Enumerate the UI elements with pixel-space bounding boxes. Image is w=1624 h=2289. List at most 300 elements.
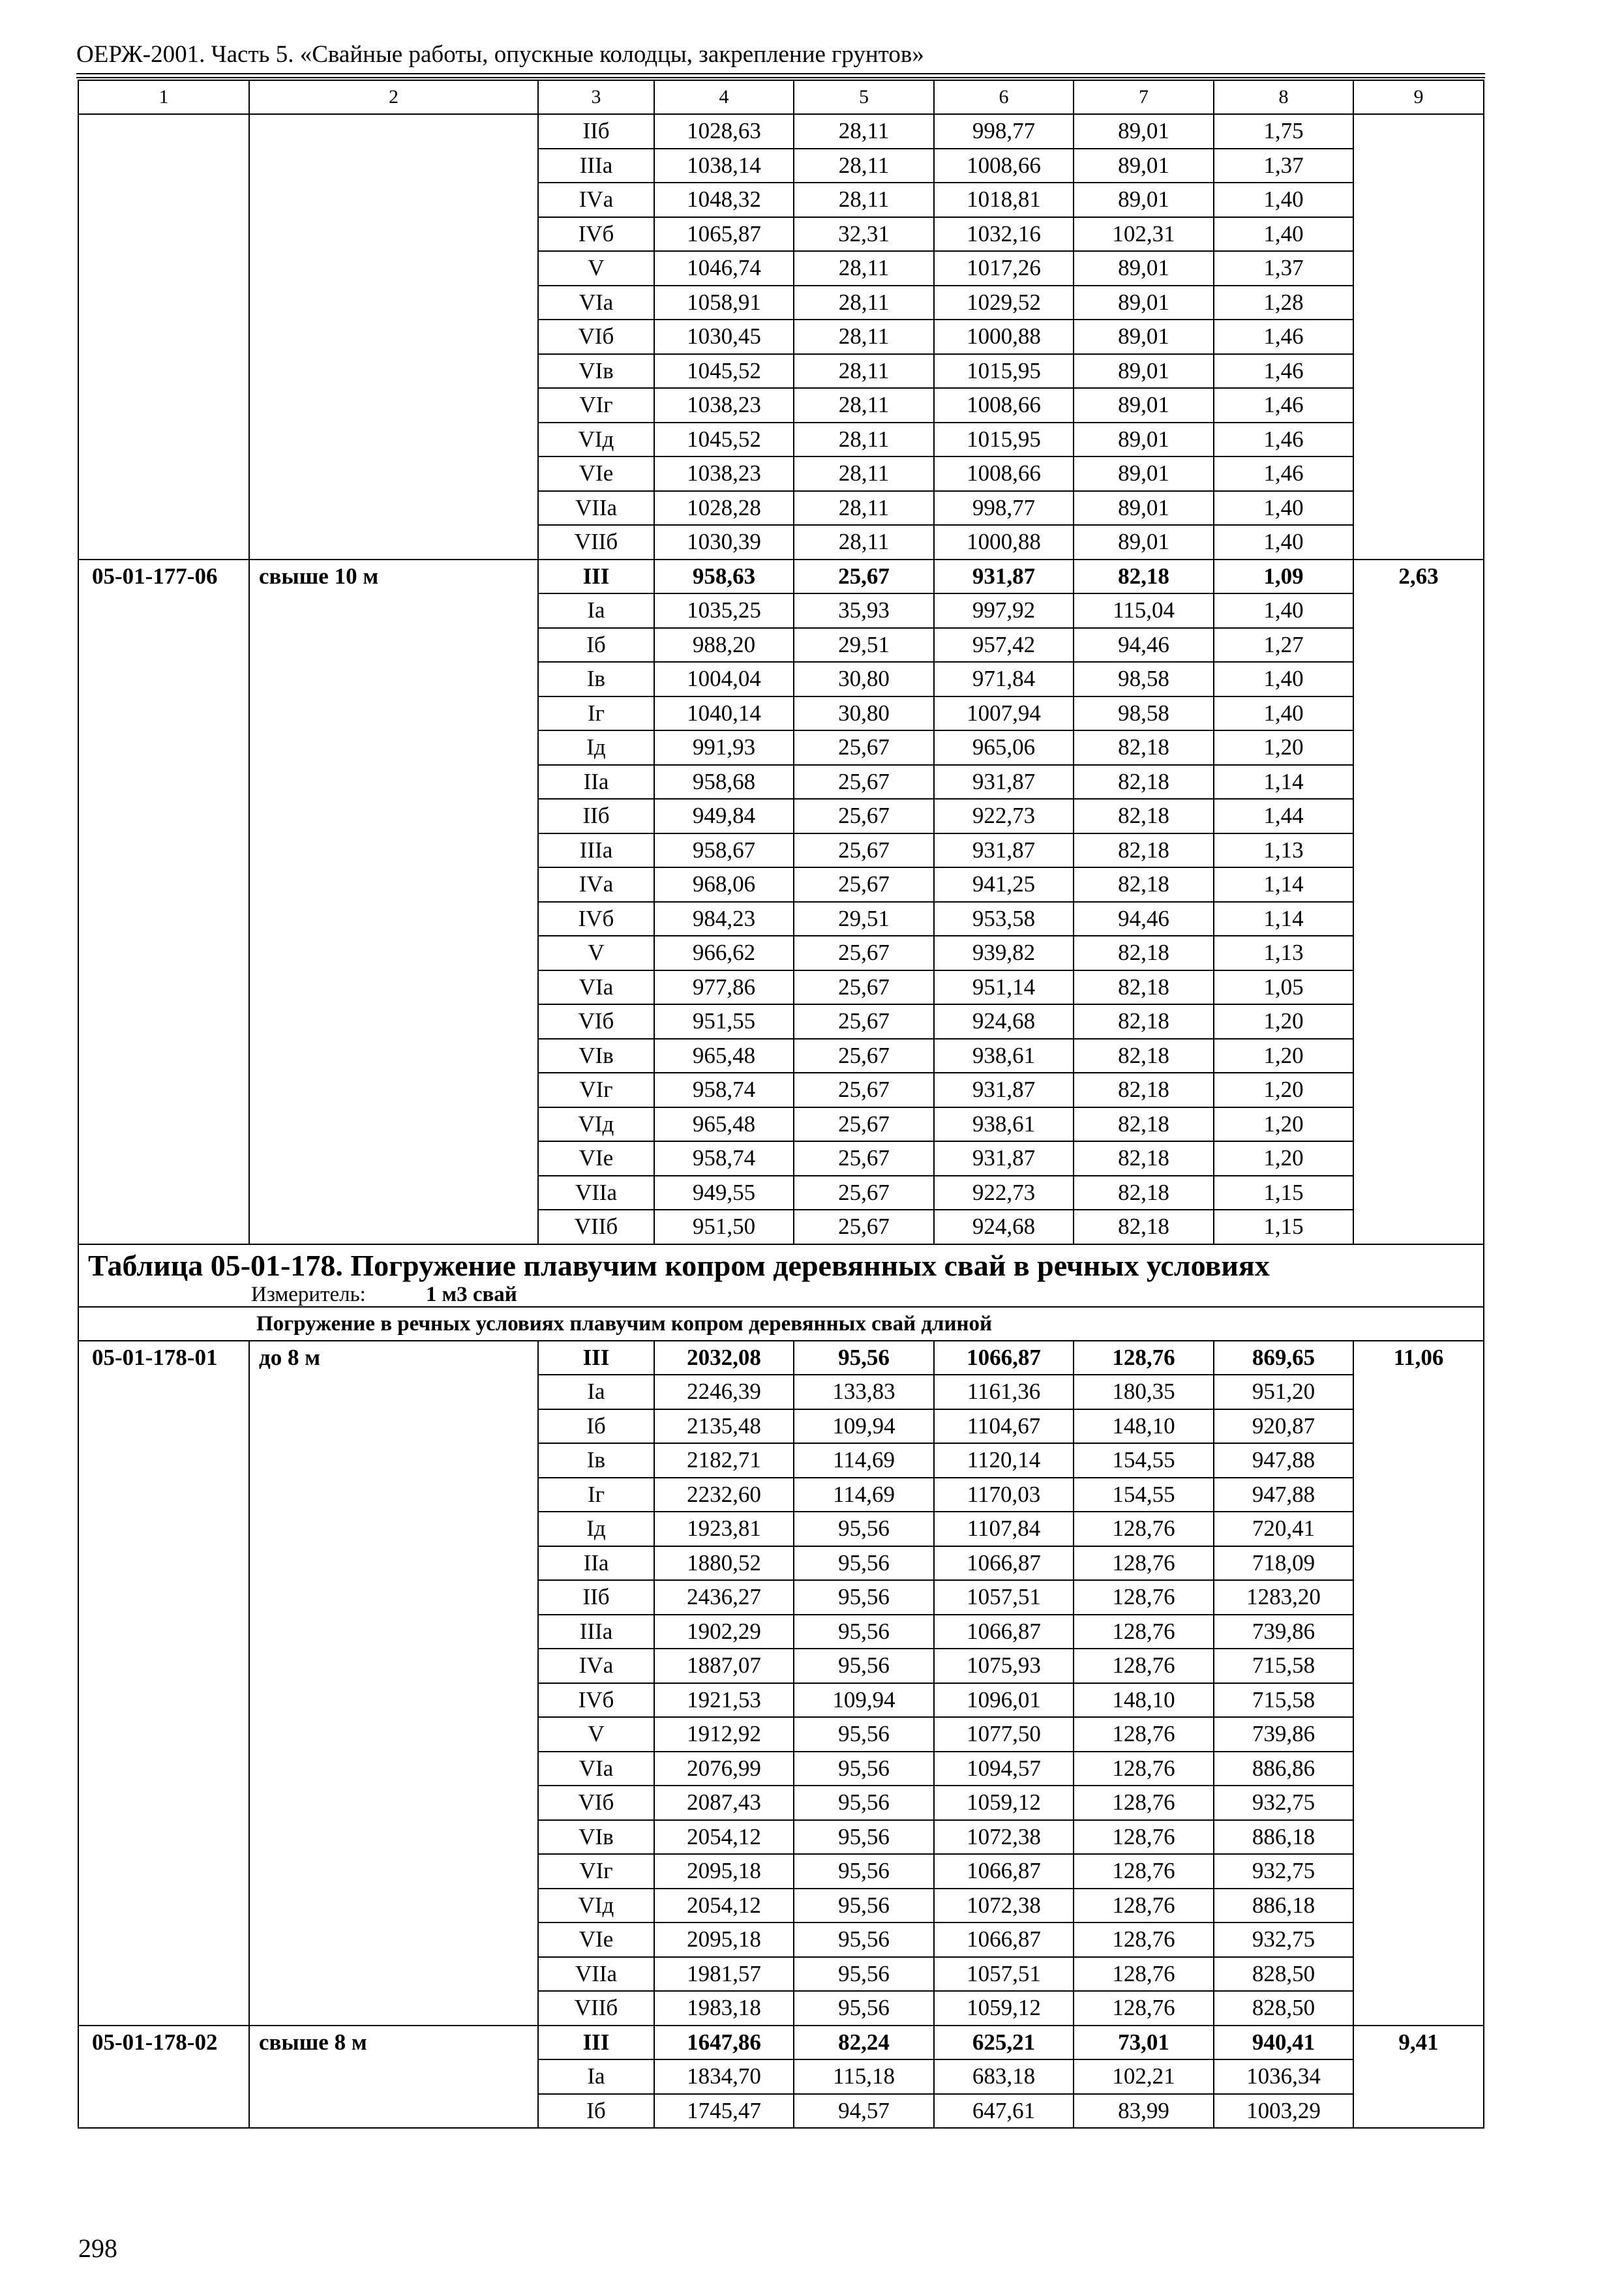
code-cell <box>78 1820 249 1855</box>
value-cell: 998,77 <box>934 491 1074 526</box>
table-row <box>78 970 1484 1005</box>
value-cell: 2135,48 <box>654 1409 794 1444</box>
description-cell <box>249 1820 538 1855</box>
rate-cell <box>1353 628 1484 663</box>
description-cell <box>249 1210 538 1244</box>
value-cell: 991,93 <box>654 730 794 765</box>
value-cell: 25,67 <box>794 1073 934 1107</box>
value-cell: 82,18 <box>1074 1073 1214 1107</box>
description-cell <box>249 1580 538 1615</box>
code-cell <box>78 491 249 526</box>
table-row <box>78 1073 1484 1107</box>
description-cell <box>249 936 538 970</box>
value-cell: 1072,38 <box>934 1820 1074 1855</box>
value-cell: 1072,38 <box>934 1889 1074 1923</box>
value-cell: 128,76 <box>1074 1854 1214 1889</box>
rate-cell <box>1353 696 1484 731</box>
value-cell: 1902,29 <box>654 1615 794 1649</box>
code-cell <box>78 1615 249 1649</box>
table-row <box>78 491 1484 526</box>
rate-cell <box>1353 1752 1484 1786</box>
value-cell: IIб <box>538 799 654 833</box>
code-cell <box>78 1889 249 1923</box>
value-cell: 25,67 <box>794 765 934 800</box>
page-number: 298 <box>78 2234 117 2263</box>
value-cell: 82,18 <box>1074 1210 1214 1244</box>
value-cell: 1008,66 <box>934 456 1074 491</box>
value-cell: 1283,20 <box>1214 1580 1353 1615</box>
value-cell: Iв <box>538 662 654 696</box>
value-cell: IIб <box>538 1580 654 1615</box>
value-cell: VIIб <box>538 1210 654 1244</box>
value-cell: 180,35 <box>1074 1375 1214 1409</box>
description-cell <box>249 696 538 731</box>
value-cell: 89,01 <box>1074 491 1214 526</box>
value-cell: 95,56 <box>794 1752 934 1786</box>
header-rule <box>76 77 1485 78</box>
value-cell: 997,92 <box>934 593 1074 628</box>
value-cell: 28,11 <box>794 149 934 183</box>
rate-cell <box>1353 1717 1484 1752</box>
value-cell: 958,67 <box>654 833 794 868</box>
value-cell: 1028,63 <box>654 114 794 149</box>
value-cell: VIа <box>538 286 654 320</box>
value-cell: 133,83 <box>794 1375 934 1409</box>
value-cell: 1,13 <box>1214 936 1353 970</box>
value-cell: 82,18 <box>1074 1004 1214 1039</box>
value-cell: 932,75 <box>1214 1854 1353 1889</box>
value-cell: 886,18 <box>1214 1820 1353 1855</box>
description-cell <box>249 149 538 183</box>
description-cell <box>249 1443 538 1478</box>
rate-cell <box>1353 1141 1484 1176</box>
value-cell: 1,46 <box>1214 388 1353 423</box>
value-cell: 1000,88 <box>934 320 1074 354</box>
rate-cell <box>1353 662 1484 696</box>
code-cell <box>78 1922 249 1957</box>
value-cell: 95,56 <box>794 1820 934 1855</box>
value-cell: 154,55 <box>1074 1478 1214 1512</box>
value-cell: 29,51 <box>794 628 934 663</box>
description-cell <box>249 114 538 149</box>
value-cell: 25,67 <box>794 936 934 970</box>
value-cell: Iд <box>538 730 654 765</box>
table-title-cell <box>78 1244 1484 1307</box>
rate-cell <box>1353 1409 1484 1444</box>
description-cell <box>249 2059 538 2094</box>
value-cell: 966,62 <box>654 936 794 970</box>
value-cell: 1,15 <box>1214 1176 1353 1210</box>
value-cell: V <box>538 1717 654 1752</box>
code-cell <box>78 183 249 217</box>
value-cell: IVа <box>538 867 654 902</box>
description-cell <box>249 354 538 389</box>
value-cell: 1,40 <box>1214 525 1353 560</box>
value-cell: 25,67 <box>794 1004 934 1039</box>
value-cell: IIа <box>538 1546 654 1581</box>
table-row <box>78 1957 1484 1992</box>
value-cell: 940,41 <box>1214 2026 1353 2060</box>
code-cell <box>78 1512 249 1546</box>
code-cell <box>78 2059 249 2094</box>
value-cell: 1077,50 <box>934 1717 1074 1752</box>
measure-unit: 1 м3 свай <box>425 1282 517 1306</box>
value-cell: 95,56 <box>794 1922 934 1957</box>
rate-cell <box>1353 1107 1484 1142</box>
value-cell: 115,04 <box>1074 593 1214 628</box>
description-cell <box>249 1004 538 1039</box>
table-row <box>78 1210 1484 1244</box>
value-cell: 95,56 <box>794 1717 934 1752</box>
description-cell <box>249 491 538 526</box>
table-row <box>78 183 1484 217</box>
header-rule <box>76 73 1485 74</box>
value-cell: 29,51 <box>794 902 934 936</box>
value-cell: 1096,01 <box>934 1683 1074 1718</box>
value-cell: 1,46 <box>1214 354 1353 389</box>
value-cell: 922,73 <box>934 799 1074 833</box>
description-cell <box>249 1141 538 1176</box>
value-cell: 886,86 <box>1214 1752 1353 1786</box>
column-number-row <box>78 80 1484 114</box>
value-cell: 89,01 <box>1074 388 1214 423</box>
value-cell: VIд <box>538 423 654 457</box>
code-cell <box>78 1375 249 1409</box>
column-number: 5 <box>794 80 934 114</box>
value-cell: 932,75 <box>1214 1922 1353 1957</box>
value-cell: 95,56 <box>794 1615 934 1649</box>
description-cell <box>249 1786 538 1820</box>
value-cell: 1,20 <box>1214 1107 1353 1142</box>
value-cell: 951,55 <box>654 1004 794 1039</box>
value-cell: 1,20 <box>1214 1073 1353 1107</box>
value-cell: 95,56 <box>794 1854 934 1889</box>
value-cell: IVа <box>538 183 654 217</box>
rate-cell: 2,63 <box>1353 560 1484 594</box>
table-row <box>78 1991 1484 2026</box>
value-cell: 1008,66 <box>934 388 1074 423</box>
measure-line <box>88 1283 1479 1306</box>
table-row <box>78 114 1484 149</box>
value-cell: 958,63 <box>654 560 794 594</box>
table-row <box>78 1375 1484 1409</box>
value-cell: 1,28 <box>1214 286 1353 320</box>
table-row <box>78 833 1484 868</box>
table-row <box>78 560 1484 594</box>
value-cell: 1,14 <box>1214 902 1353 936</box>
value-cell: VIб <box>538 1004 654 1039</box>
value-cell: 1066,87 <box>934 1615 1074 1649</box>
value-cell: 128,76 <box>1074 1786 1214 1820</box>
code-cell <box>78 765 249 800</box>
value-cell: 1,20 <box>1214 1141 1353 1176</box>
value-cell: 1921,53 <box>654 1683 794 1718</box>
value-cell: 28,11 <box>794 286 934 320</box>
table-row <box>78 286 1484 320</box>
table-row <box>78 1683 1484 1718</box>
value-cell: 828,50 <box>1214 1957 1353 1992</box>
value-cell: 128,76 <box>1074 1991 1214 2026</box>
running-header: ОЕРЖ-2001. Часть 5. «Свайные работы, опускные колодцы, закрепление грунтов» <box>76 41 924 68</box>
code-cell <box>78 1210 249 1244</box>
code-cell <box>78 1004 249 1039</box>
value-cell: 683,18 <box>934 2059 1074 2094</box>
value-cell: 1000,88 <box>934 525 1074 560</box>
value-cell: IIIа <box>538 833 654 868</box>
value-cell: 115,18 <box>794 2059 934 2094</box>
value-cell: 2032,08 <box>654 1341 794 1375</box>
value-cell: 938,61 <box>934 1039 1074 1073</box>
value-cell: 82,18 <box>1074 560 1214 594</box>
table-row <box>78 1615 1484 1649</box>
table-row <box>78 1478 1484 1512</box>
rate-cell <box>1353 525 1484 560</box>
value-cell: 1075,93 <box>934 1649 1074 1683</box>
value-cell: VIе <box>538 1141 654 1176</box>
value-cell: Iб <box>538 1409 654 1444</box>
column-number: 1 <box>78 80 249 114</box>
code-cell <box>78 1546 249 1581</box>
value-cell: 102,21 <box>1074 2059 1214 2094</box>
value-cell: 98,58 <box>1074 696 1214 731</box>
description-cell <box>249 388 538 423</box>
value-cell: VIIа <box>538 1176 654 1210</box>
value-cell: 25,67 <box>794 560 934 594</box>
description-cell <box>249 628 538 663</box>
value-cell: 89,01 <box>1074 251 1214 286</box>
table-row <box>78 696 1484 731</box>
table-row <box>78 1039 1484 1073</box>
value-cell: 739,86 <box>1214 1717 1353 1752</box>
rate-cell <box>1353 217 1484 252</box>
rate-cell <box>1353 593 1484 628</box>
value-cell: 89,01 <box>1074 149 1214 183</box>
value-cell: 154,55 <box>1074 1443 1214 1478</box>
description-cell: свыше 8 м <box>249 2026 538 2060</box>
value-cell: 718,09 <box>1214 1546 1353 1581</box>
value-cell: 128,76 <box>1074 1957 1214 1992</box>
rate-cell <box>1353 1546 1484 1581</box>
value-cell: 128,76 <box>1074 1512 1214 1546</box>
value-cell: 931,87 <box>934 833 1074 868</box>
value-cell: 947,88 <box>1214 1443 1353 1478</box>
value-cell: 1887,07 <box>654 1649 794 1683</box>
value-cell: 25,67 <box>794 1141 934 1176</box>
value-cell: 114,69 <box>794 1443 934 1478</box>
value-cell: 94,57 <box>794 2094 934 2129</box>
value-cell: 1058,91 <box>654 286 794 320</box>
rate-cell <box>1353 354 1484 389</box>
value-cell: 1923,81 <box>654 1512 794 1546</box>
value-cell: 28,11 <box>794 183 934 217</box>
code-cell <box>78 286 249 320</box>
rate-cell <box>1353 1039 1484 1073</box>
table-row <box>78 628 1484 663</box>
value-cell: 1161,36 <box>934 1375 1074 1409</box>
value-cell: 1030,45 <box>654 320 794 354</box>
value-cell: 2246,39 <box>654 1375 794 1409</box>
value-cell: 82,18 <box>1074 1141 1214 1176</box>
rate-cell <box>1353 1854 1484 1889</box>
rate-cell <box>1353 456 1484 491</box>
value-cell: 965,48 <box>654 1107 794 1142</box>
value-cell: 25,67 <box>794 799 934 833</box>
value-cell: 720,41 <box>1214 1512 1353 1546</box>
rate-cell: 9,41 <box>1353 2026 1484 2060</box>
rate-cell <box>1353 765 1484 800</box>
value-cell: 1,14 <box>1214 765 1353 800</box>
subheading: Погружение в речных условиях плавучим копром деревянных свай длиной <box>78 1307 1484 1341</box>
value-cell: 35,93 <box>794 593 934 628</box>
value-cell: IVб <box>538 1683 654 1718</box>
value-cell: III <box>538 1341 654 1375</box>
value-cell: 1,40 <box>1214 217 1353 252</box>
value-cell: 625,21 <box>934 2026 1074 2060</box>
value-cell: 1107,84 <box>934 1512 1074 1546</box>
value-cell: 1,20 <box>1214 1039 1353 1073</box>
value-cell: Iб <box>538 2094 654 2129</box>
value-cell: 148,10 <box>1074 1409 1214 1444</box>
description-cell <box>249 833 538 868</box>
value-cell: 82,18 <box>1074 765 1214 800</box>
code-cell <box>78 867 249 902</box>
table-row <box>78 320 1484 354</box>
table-row <box>78 1107 1484 1142</box>
code-cell <box>78 456 249 491</box>
value-cell: 82,18 <box>1074 730 1214 765</box>
value-cell: 1,46 <box>1214 423 1353 457</box>
description-cell <box>249 1039 538 1073</box>
table-row <box>78 1889 1484 1923</box>
value-cell: 1018,81 <box>934 183 1074 217</box>
value-cell: 82,18 <box>1074 970 1214 1005</box>
table-row <box>78 902 1484 936</box>
rate-cell <box>1353 1786 1484 1820</box>
value-cell: 1030,39 <box>654 525 794 560</box>
value-cell: 1,20 <box>1214 1004 1353 1039</box>
value-cell: 939,82 <box>934 936 1074 970</box>
rate-cell <box>1353 1991 1484 2026</box>
value-cell: 971,84 <box>934 662 1074 696</box>
table-title-row <box>78 1244 1484 1307</box>
rate-cell <box>1353 286 1484 320</box>
value-cell: 931,87 <box>934 1141 1074 1176</box>
value-cell: 1647,86 <box>654 2026 794 2060</box>
description-cell <box>249 1752 538 1786</box>
value-cell: 95,56 <box>794 1649 934 1683</box>
rate-cell <box>1353 251 1484 286</box>
value-cell: 28,11 <box>794 251 934 286</box>
code-cell <box>78 1478 249 1512</box>
description-cell <box>249 1683 538 1718</box>
table-row <box>78 525 1484 560</box>
value-cell: 958,74 <box>654 1073 794 1107</box>
value-cell: IVб <box>538 902 654 936</box>
table-row <box>78 1443 1484 1478</box>
value-cell: 965,06 <box>934 730 1074 765</box>
value-cell: 89,01 <box>1074 354 1214 389</box>
table-row <box>78 251 1484 286</box>
value-cell: 25,67 <box>794 833 934 868</box>
value-cell: 25,67 <box>794 1176 934 1210</box>
value-cell: 715,58 <box>1214 1649 1353 1683</box>
rate-cell <box>1353 936 1484 970</box>
rate-cell <box>1353 183 1484 217</box>
rate-cell <box>1353 1375 1484 1409</box>
value-cell: 128,76 <box>1074 1649 1214 1683</box>
value-cell: 82,18 <box>1074 936 1214 970</box>
value-cell: VIа <box>538 1752 654 1786</box>
value-cell: 953,58 <box>934 902 1074 936</box>
code-cell <box>78 1717 249 1752</box>
code-cell <box>78 2094 249 2129</box>
value-cell: 1004,04 <box>654 662 794 696</box>
value-cell: 94,46 <box>1074 628 1214 663</box>
description-cell: свыше 10 м <box>249 560 538 594</box>
value-cell: 82,18 <box>1074 1107 1214 1142</box>
value-cell: 947,88 <box>1214 1478 1353 1512</box>
value-cell: 94,46 <box>1074 902 1214 936</box>
code-cell <box>78 388 249 423</box>
value-cell: 89,01 <box>1074 320 1214 354</box>
description-cell <box>249 867 538 902</box>
value-cell: 1015,95 <box>934 423 1074 457</box>
value-cell: 1035,25 <box>654 593 794 628</box>
table-row <box>78 1854 1484 1889</box>
description-cell <box>249 1512 538 1546</box>
value-cell: Iв <box>538 1443 654 1478</box>
code-cell <box>78 730 249 765</box>
measure-label: Измеритель: <box>251 1282 366 1306</box>
table-row <box>78 765 1484 800</box>
value-cell: IVа <box>538 1649 654 1683</box>
value-cell: 95,56 <box>794 1580 934 1615</box>
value-cell: 98,58 <box>1074 662 1214 696</box>
value-cell: 128,76 <box>1074 1889 1214 1923</box>
description-cell <box>249 1717 538 1752</box>
code-cell <box>78 628 249 663</box>
value-cell: Iа <box>538 593 654 628</box>
value-cell: 82,18 <box>1074 833 1214 868</box>
code-cell <box>78 1580 249 1615</box>
value-cell: VIIа <box>538 491 654 526</box>
rate-cell <box>1353 1957 1484 1992</box>
value-cell: 998,77 <box>934 114 1074 149</box>
rate-cell <box>1353 1073 1484 1107</box>
code-cell <box>78 833 249 868</box>
value-cell: 2182,71 <box>654 1443 794 1478</box>
rate-cell <box>1353 320 1484 354</box>
rate-cell <box>1353 1820 1484 1855</box>
value-cell: 28,11 <box>794 388 934 423</box>
value-cell: 82,18 <box>1074 1176 1214 1210</box>
code-cell <box>78 1107 249 1142</box>
value-cell: 977,86 <box>654 970 794 1005</box>
rate-cell <box>1353 867 1484 902</box>
description-cell <box>249 286 538 320</box>
description-cell <box>249 765 538 800</box>
value-cell: 128,76 <box>1074 1752 1214 1786</box>
description-cell <box>249 1107 538 1142</box>
value-cell: 1038,23 <box>654 388 794 423</box>
code-cell <box>78 1991 249 2026</box>
code-cell <box>78 1039 249 1073</box>
value-cell: 1,40 <box>1214 183 1353 217</box>
value-cell: VIд <box>538 1889 654 1923</box>
description-cell <box>249 662 538 696</box>
code-cell <box>78 1786 249 1820</box>
table-row <box>78 354 1484 389</box>
